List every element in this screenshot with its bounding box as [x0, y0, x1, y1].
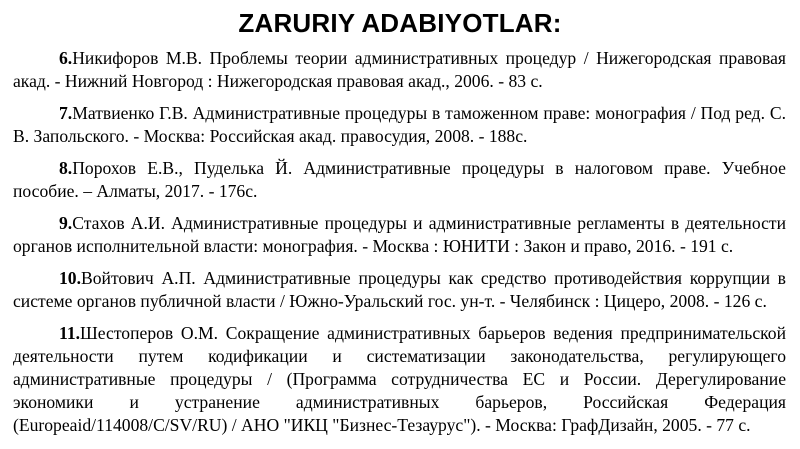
reference-item	[13, 267, 786, 313]
reference-text: Порохов Е.В., Пуделька Й. Административные процедуры в налоговом праве. Учебное пособие. – Алматы, 2017. - 176с.	[13, 158, 786, 201]
reference-number: 9.	[59, 213, 73, 233]
reference-text: Шестоперов О.М. Сокращение административных барьеров ведения предпринимательской деятельности путем кодификации и систематизации законодательства, регулирующего административные процедуры / (Программа сотрудничества ЕС и России. Дерегулирование экономики и устранение административных барьеров, Российская Федерация (Europeaid/114008/C/SV/RU) / АНО "ИКЦ "Бизнес-Тезаурус"). - Москва: ГрафДизайн, 2005. - 77 с.	[13, 323, 786, 435]
reference-item	[13, 157, 786, 203]
reference-number: 11.	[59, 323, 81, 343]
reference-item	[13, 212, 786, 258]
reference-number: 8.	[59, 158, 73, 178]
reference-item	[13, 102, 786, 148]
reference-number: 10.	[59, 268, 81, 288]
reference-number: 6.	[59, 48, 73, 68]
reference-text: Матвиенко Г.В. Административные процедуры в таможенном праве: монография / Под ред. С. В. Запольского. - Москва: Российская акад. правосудия, 2008. - 188с.	[13, 103, 786, 146]
reference-number: 7.	[59, 103, 73, 123]
reference-text: Никифоров М.В. Проблемы теории административных процедур / Нижегородская правовая акад. - Нижний Новгород : Нижегородская правовая акад., 2006. - 83 с.	[13, 48, 786, 91]
reference-text: Стахов А.И. Административные процедуры и административные регламенты в деятельности органов исполнительной власти: монография. - Москва : ЮНИТИ : Закон и право, 2016. - 191 с.	[13, 213, 786, 256]
reference-item	[13, 47, 786, 93]
page-title: ZARURIY ADABIYOTLAR:	[238, 8, 562, 38]
reference-text: Войтович А.П. Административные процедуры как средство противодействия коррупции в системе органов публичной власти / Южно-Уральский гос. ун-т. - Челябинск : Цицеро, 2008. - 126 с.	[13, 268, 786, 311]
reference-list	[13, 47, 786, 446]
reference-item	[13, 322, 786, 437]
